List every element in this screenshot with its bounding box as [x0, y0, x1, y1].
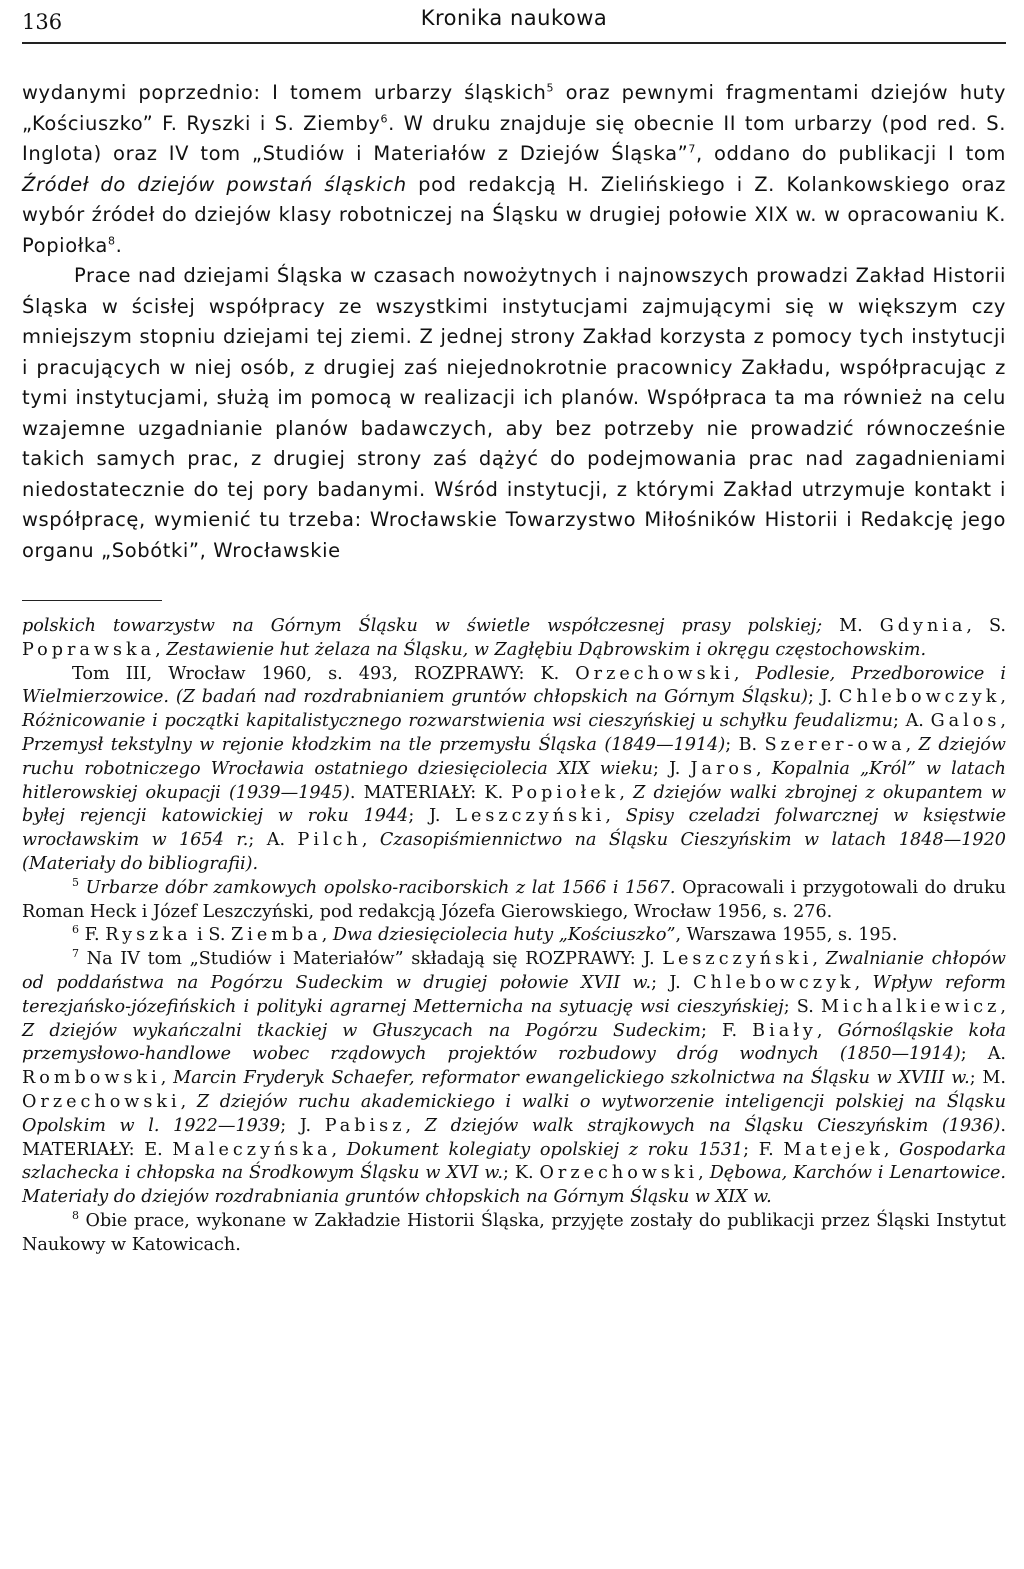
text-run: ,: [180, 1091, 197, 1112]
text-run: ,: [1000, 996, 1006, 1017]
text-run: i S.: [191, 925, 232, 946]
footnote-8: [22, 1210, 1006, 1258]
text-run: ,: [905, 734, 919, 755]
text-run: wydanymi poprzednio: I tomem urbarzy śląskich: [22, 81, 547, 104]
footnote-ref-6: 6: [380, 112, 389, 125]
italic-run: Z dziejów ruchu akademickiego i walki o wytworzenie inteligencji polskiej na Śląsku Opolskim w l. 1922—1939: [22, 1091, 1007, 1136]
italic-run: polskich towarzystw na Górnym Śląsku w świetle współczesnej prasy polskiej;: [22, 616, 823, 636]
body-paragraph-2: Prace nad dziejami Śląska w czasach nowożytnych i najnowszych prowadzi Zakład Historii Śląska w ścisłej współpracy ze wszystkimi instytucjami zajmującymi się w większym czy mniejszym stopniu dziejami tej ziemi. Z jednej strony Zakład korzysta z pomocy tych instytucji i pracujących w niej osób, z drugiej zaś niejednokrotnie pracownicy Zakładu, współpracując z tymi instytucjami, służą im pomocą w realizacji ich planów. Współpraca ta ma również na celu wzajemne uzgadnianie planów badawczych, aby bez potrzeby nie prowadzić równocześnie takich samych prac, z drugiej strony zaś dążyć do podejmowania prac nad zagadnieniami niedostatecznie do tej pory badanymi. Wśród instytucji, z którymi Zakład utrzymuje kontakt i współpracę, wymienić tu trzeba: Wrocławskie Towarzystwo Miłośników Historii i Redakcję jego organu „Sobótki”, Wrocławskie: [22, 264, 1006, 562]
text-run: ; J.: [408, 806, 456, 827]
author-name: Michalkiewicz: [820, 996, 1001, 1017]
text-run: Na IV tom „Studiów i Materiałów” składają się ROZPRAWY: J.: [79, 949, 663, 970]
italic-run: Wpływ reform terezjańsko-józefińskich i polityki agrarnej Metternicha na sytuację wsi cieszyńskiej: [22, 972, 1006, 1017]
text-run: ,: [321, 925, 333, 946]
running-title: Kronika naukowa: [420, 6, 608, 30]
italic-run: Dokument kolegiaty opolskiej z roku 1531: [346, 1139, 744, 1160]
footnote-number: 8: [72, 1209, 79, 1223]
text-run: ; J.: [280, 1115, 325, 1136]
author-name: Chlebowczyk: [838, 687, 1001, 708]
italic-run: Podlesie, Przedborowice i Wielmierzowice. (Z badań nad rozdrabnianiem gruntów chłopskich na Górnym Śląsku): [22, 663, 1006, 708]
author-name: Szerer-owa: [764, 734, 906, 755]
footnote-continuation: [22, 615, 1006, 663]
text-run: ,: [619, 782, 634, 803]
text-run: .: [115, 233, 123, 257]
text-run: ; M.: [969, 1068, 1007, 1089]
author-name: Ziemba: [231, 925, 322, 946]
footnote-5: [22, 877, 1006, 925]
footnotes: [22, 615, 1006, 1258]
text-run: ; J.: [651, 972, 694, 993]
text-run: ; S.: [783, 996, 821, 1017]
text-run: ,: [1000, 687, 1006, 708]
text-run: , oddano do publikacji I tom: [695, 142, 1006, 165]
document-page: [22, 0, 1006, 1258]
footnote-ref-5: 5: [546, 81, 555, 95]
italic-run: Kopalnia „Król” w latach hitlerowskiej okupacji (1939—1945): [22, 758, 1006, 803]
author-name: Maleczyńska: [172, 1139, 332, 1160]
italic-run: Zwalnianie chłopów od poddaństwa na Pogórzu Sudeckim w drugiej połowie XVII w.: [22, 949, 1006, 993]
text-run: F.: [79, 925, 106, 946]
body-paragraph-1: [22, 78, 1006, 261]
italic-run: Dębowa, Karchów i Lenartowice. Materiały do dziejów rozdrabniania gruntów chłopskich na Górnym Śląsku w XIX w.: [22, 1163, 1006, 1208]
text-run: ,: [405, 1115, 425, 1136]
text-run: ,: [331, 1139, 347, 1160]
italic-run: Zestawienie hut żelaza na Śląsku, w Zagłębiu Dąbrowskim i okręgu częstochowskim.: [166, 639, 927, 660]
main-text: [22, 78, 1006, 566]
italic-run: Z dziejów walki zbrojnej z okupantem w byłej rejencji katowickiej w roku 1944: [22, 782, 1006, 827]
text-run: ,: [816, 1020, 838, 1041]
text-run: ; B.: [725, 734, 765, 755]
text-run: ,: [155, 639, 167, 660]
footnote-number: 6: [72, 923, 79, 937]
footnote-ref-8: 8: [107, 234, 116, 247]
footnote-tom-iii: [22, 663, 1006, 877]
text-run: Opracowali i przygotowali do druku Roman Heck i Józef Leszczyński, pod redakcją Józefa Gierowskiego, Wrocław 1956, s. 276.: [22, 877, 1006, 922]
author-name: Orzechowski: [575, 663, 734, 684]
text-run: . MATERIAŁY: E.: [22, 1115, 1006, 1160]
italic-run: Czasopiśmiennictwo na Śląsku Cieszyńskim w latach 1848—1920 (Materiały do bibliografii).: [22, 830, 1007, 874]
author-name: Gdynia: [879, 616, 967, 636]
text-run: ; A.: [248, 830, 298, 851]
text-run: ,: [854, 972, 873, 993]
author-name: Orzechowski: [539, 1163, 699, 1184]
author-name: Matejek: [783, 1139, 884, 1160]
italic-run: Spisy czeladzi folwarcznej w księstwie wrocławskim w 1654 r.: [22, 806, 1006, 851]
text-run: ; J.: [808, 687, 839, 708]
italic-title: Źródeł do dziejów powstań śląskich: [22, 172, 407, 196]
italic-run: Z dziejów wykańczalni tkackiej w Głuszycach na Pogórzu Sudeckim: [22, 1020, 701, 1041]
author-name: Poprawska: [22, 639, 156, 660]
text-run: ,: [698, 1163, 710, 1184]
text-run: ,: [605, 806, 626, 827]
author-name: Jaros: [690, 758, 757, 779]
italic-run: Z dziejów ruchu robotniczego Wrocławia ostatniego dziesięciolecia XIX wieku: [22, 734, 1006, 779]
text-run: , S.: [966, 616, 1006, 636]
italic-run: Różnicowanie i początki kapitalistycznego rozwarstwienia wsi cieszyńskiej u schyłku feudalizmu: [22, 711, 893, 732]
text-run: ,: [1000, 711, 1006, 732]
italic-run: Przemysł tekstylny w rejonie kłodzkim na tle przemysłu Śląska (1849—1914): [22, 734, 726, 755]
author-name: Leszczyński: [662, 949, 813, 970]
author-name: Biały: [752, 1020, 817, 1041]
text-run: Tom III, Wrocław 1960, s. 493, ROZPRAWY: K.: [72, 663, 576, 684]
page-header: [22, 0, 1006, 44]
footnote-ref-7: 7: [688, 142, 696, 156]
text-run: ,: [756, 758, 772, 779]
text-run: ; A.: [960, 1044, 1006, 1065]
text-run: Obie prace, wykonane w Zakładzie Historii Śląska, przyjęte zostały do publikacji przez Śląski Instytut Naukowy w Katowicach.: [22, 1210, 1006, 1255]
author-name: Popiołek: [511, 782, 620, 803]
text-run: , Warszawa 1955, s. 195.: [675, 925, 898, 946]
italic-run: Gospodarka szlachecka i chłopska na Środkowym Śląsku w XVI w.: [22, 1139, 1007, 1184]
author-name: Leszczyński: [455, 806, 606, 827]
text-run: M.: [822, 616, 880, 636]
footnote-7: [22, 948, 1006, 1210]
author-name: Pabisz: [324, 1115, 406, 1136]
text-run: ,: [883, 1139, 900, 1160]
italic-run: Marcin Fryderyk Schaefer, reformator ewangelickiego szkolnictwa na Śląsku w XVIII w.: [173, 1068, 970, 1089]
author-name: Galos: [930, 711, 1001, 732]
text-run: ; F.: [700, 1020, 753, 1041]
text-run: ; A.: [892, 711, 931, 732]
italic-run: Z dziejów walk strajkowych na Śląsku Cieszyńskim (1936): [424, 1115, 1001, 1136]
text-run: ,: [160, 1068, 174, 1089]
footnote-6: [22, 924, 1006, 948]
text-run: . W druku znajduje się obecnie II tom urbarzy (pod red. S. Inglota) oraz IV tom „Studiów i Materiałów z Dziejów Śląska”: [22, 111, 1007, 165]
author-name: Chlebowczyk: [693, 972, 855, 993]
text-run: oraz pewnymi fragmentami dziejów huty „Kościuszko” F. Ryszki i S. Ziemby: [22, 81, 1006, 135]
author-name: Ryszka: [105, 925, 192, 946]
italic-run: Urbarze dóbr zamkowych opolsko-raciborskich z lat 1566 i 1567.: [85, 877, 676, 898]
text-run: ,: [812, 949, 826, 970]
text-run: ; K.: [502, 1163, 540, 1184]
author-name: Rombowski: [22, 1068, 161, 1089]
footnote-separator: [22, 600, 162, 601]
text-run: ,: [361, 830, 380, 851]
author-name: Pilch: [297, 830, 362, 851]
author-name: Orzechowski: [22, 1091, 181, 1112]
italic-run: Górnośląskie koła przemysłowo-handlowe wobec rządowych projektów rozbudowy dróg wodnych (1850—1914): [22, 1020, 1006, 1065]
text-run: ; J.: [653, 758, 691, 779]
text-run: [79, 878, 86, 898]
italic-run: Dwa dziesięciolecia huty „Kościuszko”: [332, 925, 676, 946]
footnote-number: 7: [72, 947, 79, 961]
text-run: ,: [733, 663, 756, 684]
text-run: . MATERIAŁY: K.: [349, 782, 512, 803]
text-run: ; F.: [743, 1139, 784, 1160]
page-number: 136: [22, 10, 63, 34]
text-run: pod redakcją H. Zielińskiego i Z. Kolankowskiego oraz wybór źródeł do dziejów klasy robotniczej na Śląsku w drugiej połowie XIX w. w opracowaniu K. Popiołka: [22, 172, 1006, 257]
footnote-number: 5: [72, 875, 79, 889]
